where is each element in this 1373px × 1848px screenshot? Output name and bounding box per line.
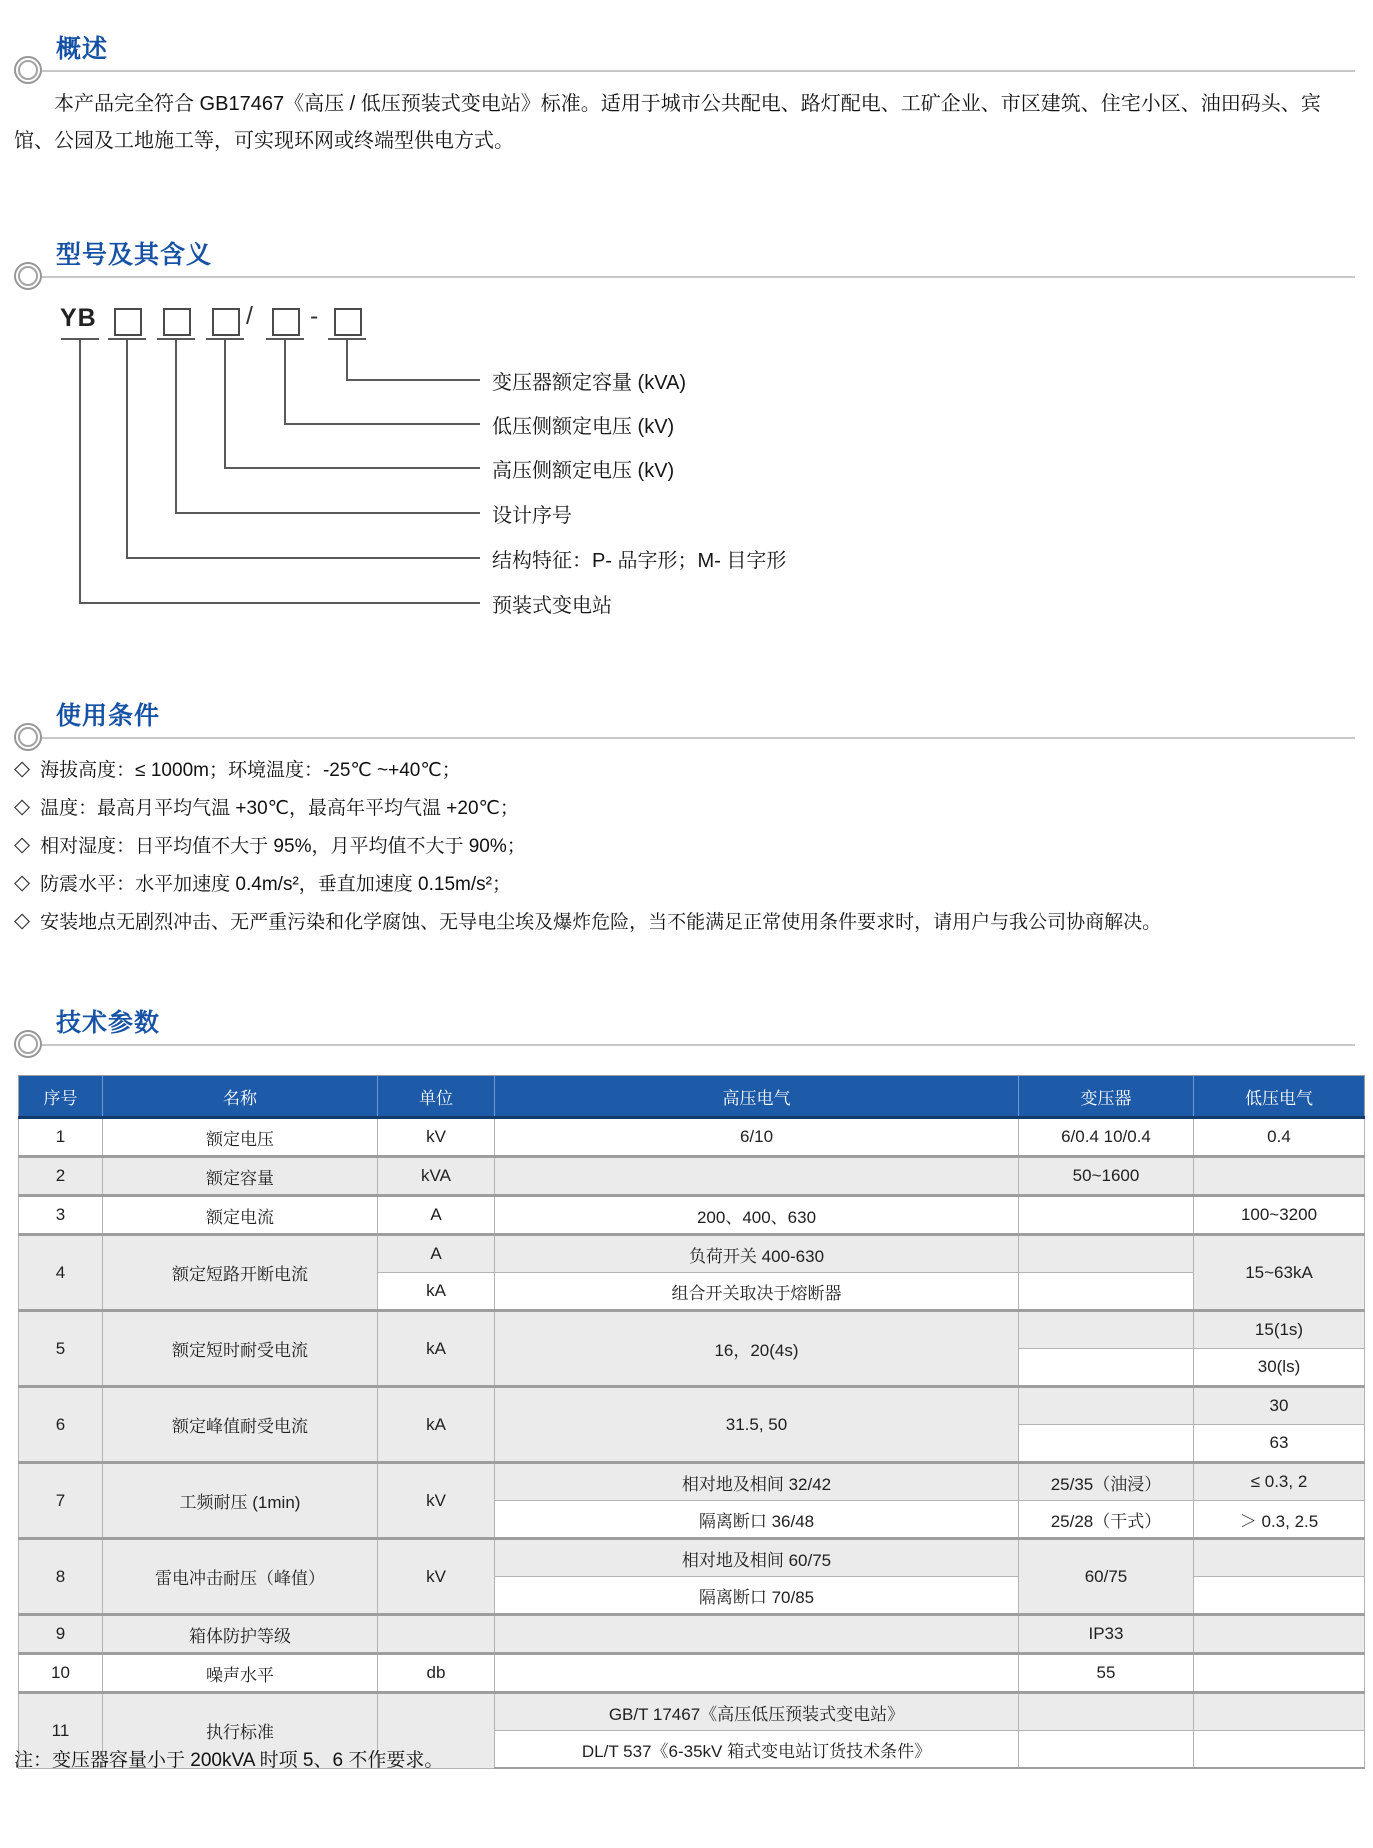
- cell: 箱体防护等级: [103, 1615, 378, 1654]
- conditions-list: [14, 749, 1355, 939]
- cell: 额定短路开断电流: [103, 1235, 378, 1311]
- cell: kV: [378, 1118, 495, 1157]
- connector-line: [284, 340, 286, 423]
- header-cell-name: 名称: [103, 1076, 378, 1118]
- cell: 额定电流: [103, 1196, 378, 1235]
- model-label-lv: 低压侧额定电压 (kV): [492, 416, 675, 438]
- cell: [495, 1157, 1019, 1196]
- cell: 6: [19, 1387, 103, 1463]
- cell: A: [378, 1235, 495, 1273]
- cell: [1019, 1311, 1194, 1349]
- cell: [495, 1654, 1019, 1693]
- table-row: [19, 1157, 1365, 1196]
- model-label-capacity: 变压器额定容量 (kVA): [492, 372, 687, 394]
- connector-line: [224, 340, 226, 467]
- cell: [378, 1615, 495, 1654]
- condition-text: 安装地点无剧烈冲击、无严重污染和化学腐蚀、无导电尘埃及爆炸危险，当不能满足正常使用条件要求时，请用户与我公司协商解决。: [40, 911, 1162, 933]
- overview-paragraph: 本产品完全符合 GB17467《高压 / 低压预装式变电站》标准。适用于城市公共配电、路灯配电、工矿企业、市区建筑、住宅小区、油田码头、宾馆、公园及工地施工等，可实现环网或终端型供电方式。: [14, 93, 1321, 152]
- cell: 10: [19, 1654, 103, 1693]
- diamond-icon: ◇: [14, 908, 31, 932]
- table-row: [19, 1118, 1365, 1157]
- diamond-icon: ◇: [14, 756, 31, 780]
- cell: 15~63kA: [1194, 1235, 1365, 1311]
- cell: 8: [19, 1539, 103, 1615]
- cell: 额定容量: [103, 1157, 378, 1196]
- cell: [1019, 1349, 1194, 1387]
- model-designation-diagram: [0, 300, 1373, 630]
- cell: 50~1600: [1019, 1157, 1194, 1196]
- cell: 组合开关取决于熔断器: [495, 1273, 1019, 1311]
- cell: [1019, 1235, 1194, 1273]
- cell: 隔离断口 36/48: [495, 1501, 1019, 1539]
- cell: kV: [378, 1463, 495, 1539]
- condition-text: 相对湿度：日平均值不大于 95%，月平均值不大于 90%；: [40, 835, 526, 857]
- condition-text: 海拔高度：≤ 1000m；环境温度：-25℃ ~+40℃；: [40, 759, 461, 781]
- section-rule: [42, 737, 1355, 739]
- cell: kA: [378, 1273, 495, 1311]
- ring-icon: [14, 723, 42, 751]
- model-label-station: 预装式变电站: [492, 595, 612, 617]
- table-row: [19, 1615, 1365, 1654]
- cell: [1019, 1196, 1194, 1235]
- cell: 31.5, 50: [495, 1387, 1019, 1463]
- cell: 工频耐压 (1min): [103, 1463, 378, 1539]
- cell: 60/75: [1019, 1539, 1194, 1615]
- connector-line: [126, 557, 480, 559]
- model-label-hv: 高压侧额定电压 (kV): [492, 460, 675, 482]
- cell: 63: [1194, 1425, 1365, 1463]
- cell: IP33: [1019, 1615, 1194, 1654]
- cell: [1194, 1615, 1365, 1654]
- cell: 4: [19, 1235, 103, 1311]
- condition-item: [14, 825, 1355, 863]
- connector-line: [79, 602, 480, 604]
- cell: [1019, 1425, 1194, 1463]
- cell: 25/28（干式）: [1019, 1501, 1194, 1539]
- cell: [1194, 1654, 1365, 1693]
- cell: kA: [378, 1311, 495, 1387]
- cell: GB/T 17467《高压低压预装式变电站》: [495, 1693, 1019, 1731]
- cell: 7: [19, 1463, 103, 1539]
- cell: [1194, 1731, 1365, 1769]
- table-row: [19, 1387, 1365, 1425]
- connector-line: [126, 340, 128, 557]
- cell: 15(1s): [1194, 1311, 1365, 1349]
- cell: [1019, 1731, 1194, 1769]
- connector-line: [284, 423, 480, 425]
- table-row: [19, 1311, 1365, 1349]
- cell: 5: [19, 1311, 103, 1387]
- connector-line: [224, 467, 480, 469]
- cell: 1: [19, 1118, 103, 1157]
- condition-item: [14, 901, 1355, 939]
- cell: 9: [19, 1615, 103, 1654]
- section-title-conditions: 使用条件: [56, 702, 161, 730]
- model-dash: -: [310, 302, 319, 330]
- tech-params-table: [18, 1075, 1365, 1769]
- cell: 额定电压: [103, 1118, 378, 1157]
- cell: kA: [378, 1387, 495, 1463]
- cell: 11: [19, 1693, 103, 1769]
- model-label-design: 设计序号: [492, 505, 572, 527]
- connector-line: [79, 340, 81, 602]
- section-title-overview: 概述: [56, 35, 109, 63]
- cell: [1194, 1157, 1365, 1196]
- connector-line: [346, 379, 480, 381]
- condition-text: 温度：最高月平均气温 +30℃，最高年平均气温 +20℃；: [40, 797, 519, 819]
- cell: 相对地及相间 60/75: [495, 1539, 1019, 1577]
- section-rule: [42, 1044, 1355, 1046]
- table-row: [19, 1539, 1365, 1577]
- model-box-3: [212, 308, 240, 336]
- condition-item: [14, 863, 1355, 901]
- cell: 3: [19, 1196, 103, 1235]
- cell: 2: [19, 1157, 103, 1196]
- cell: 30: [1194, 1387, 1365, 1425]
- cell: 16，20(4s): [495, 1311, 1019, 1387]
- section-title-params: 技术参数: [56, 1009, 161, 1037]
- cell: 55: [1019, 1654, 1194, 1693]
- cell: db: [378, 1654, 495, 1693]
- header-cell-tr: 变压器: [1019, 1076, 1194, 1118]
- cell: [1194, 1693, 1365, 1731]
- cell: 雷电冲击耐压（峰值）: [103, 1539, 378, 1615]
- diamond-icon: ◇: [14, 832, 31, 856]
- cell: 200、400、630: [495, 1196, 1019, 1235]
- cell: 额定短时耐受电流: [103, 1311, 378, 1387]
- cell: ≤ 0.3, 2: [1194, 1463, 1365, 1501]
- diamond-icon: ◇: [14, 870, 31, 894]
- cell: [495, 1615, 1019, 1654]
- model-box-5: [334, 308, 362, 336]
- model-slash: /: [246, 302, 253, 330]
- tech-params-table-wrap: [18, 1075, 1364, 1769]
- cell: ＞ 0.3, 2.5: [1194, 1501, 1365, 1539]
- cell: [1194, 1539, 1365, 1577]
- condition-item: [14, 749, 1355, 787]
- table-row: [19, 1654, 1365, 1693]
- cell: A: [378, 1196, 495, 1235]
- connector-line: [175, 512, 480, 514]
- ring-icon: [14, 56, 42, 84]
- section-title-model: 型号及其含义: [56, 241, 213, 269]
- cell: kVA: [378, 1157, 495, 1196]
- connector-line: [175, 340, 177, 512]
- cell: [1019, 1387, 1194, 1425]
- ring-icon: [14, 262, 42, 290]
- cell: DL/T 537《6-35kV 箱式变电站订货技术条件》: [495, 1731, 1019, 1769]
- header-cell-unit: 单位: [378, 1076, 495, 1118]
- header-cell-hv: 高压电气: [495, 1076, 1019, 1118]
- table-row: [19, 1463, 1365, 1501]
- table-row: [19, 1196, 1365, 1235]
- cell: 执行标准: [103, 1693, 378, 1769]
- model-box-1: [114, 308, 142, 336]
- model-label-structure: 结构特征：P- 品字形；M- 目字形: [492, 550, 787, 572]
- cell: 负荷开关 400-630: [495, 1235, 1019, 1273]
- cell: [1194, 1577, 1365, 1615]
- table-header-row: [19, 1076, 1365, 1118]
- model-box-2: [163, 308, 191, 336]
- cell: 0.4: [1194, 1118, 1365, 1157]
- table-row: [19, 1693, 1365, 1731]
- model-prefix: YB: [60, 304, 97, 332]
- cell: 相对地及相间 32/42: [495, 1463, 1019, 1501]
- condition-item: [14, 787, 1355, 825]
- ring-icon: [14, 1030, 42, 1058]
- diamond-icon: ◇: [14, 794, 31, 818]
- connector-line: [346, 340, 348, 379]
- cell: 25/35（油浸）: [1019, 1463, 1194, 1501]
- cell: 额定峰值耐受电流: [103, 1387, 378, 1463]
- cell: kV: [378, 1539, 495, 1615]
- header-cell-lv: 低压电气: [1194, 1076, 1365, 1118]
- section-rule: [42, 70, 1355, 72]
- table-footnote: 注：变压器容量小于 200kVA 时项 5、6 不作要求。: [14, 1750, 444, 1771]
- section-rule: [42, 276, 1355, 278]
- cell: 30(ls): [1194, 1349, 1365, 1387]
- cell: 6/0.4 10/0.4: [1019, 1118, 1194, 1157]
- header-cell-no: 序号: [19, 1076, 103, 1118]
- cell: 噪声水平: [103, 1654, 378, 1693]
- table-row: [19, 1235, 1365, 1273]
- cell: 100~3200: [1194, 1196, 1365, 1235]
- cell: [1019, 1693, 1194, 1731]
- model-box-4: [272, 308, 300, 336]
- condition-text: 防震水平：水平加速度 0.4m/s²，垂直加速度 0.15m/s²；: [40, 873, 511, 895]
- cell: 隔离断口 70/85: [495, 1577, 1019, 1615]
- cell: 6/10: [495, 1118, 1019, 1157]
- cell: [1019, 1273, 1194, 1311]
